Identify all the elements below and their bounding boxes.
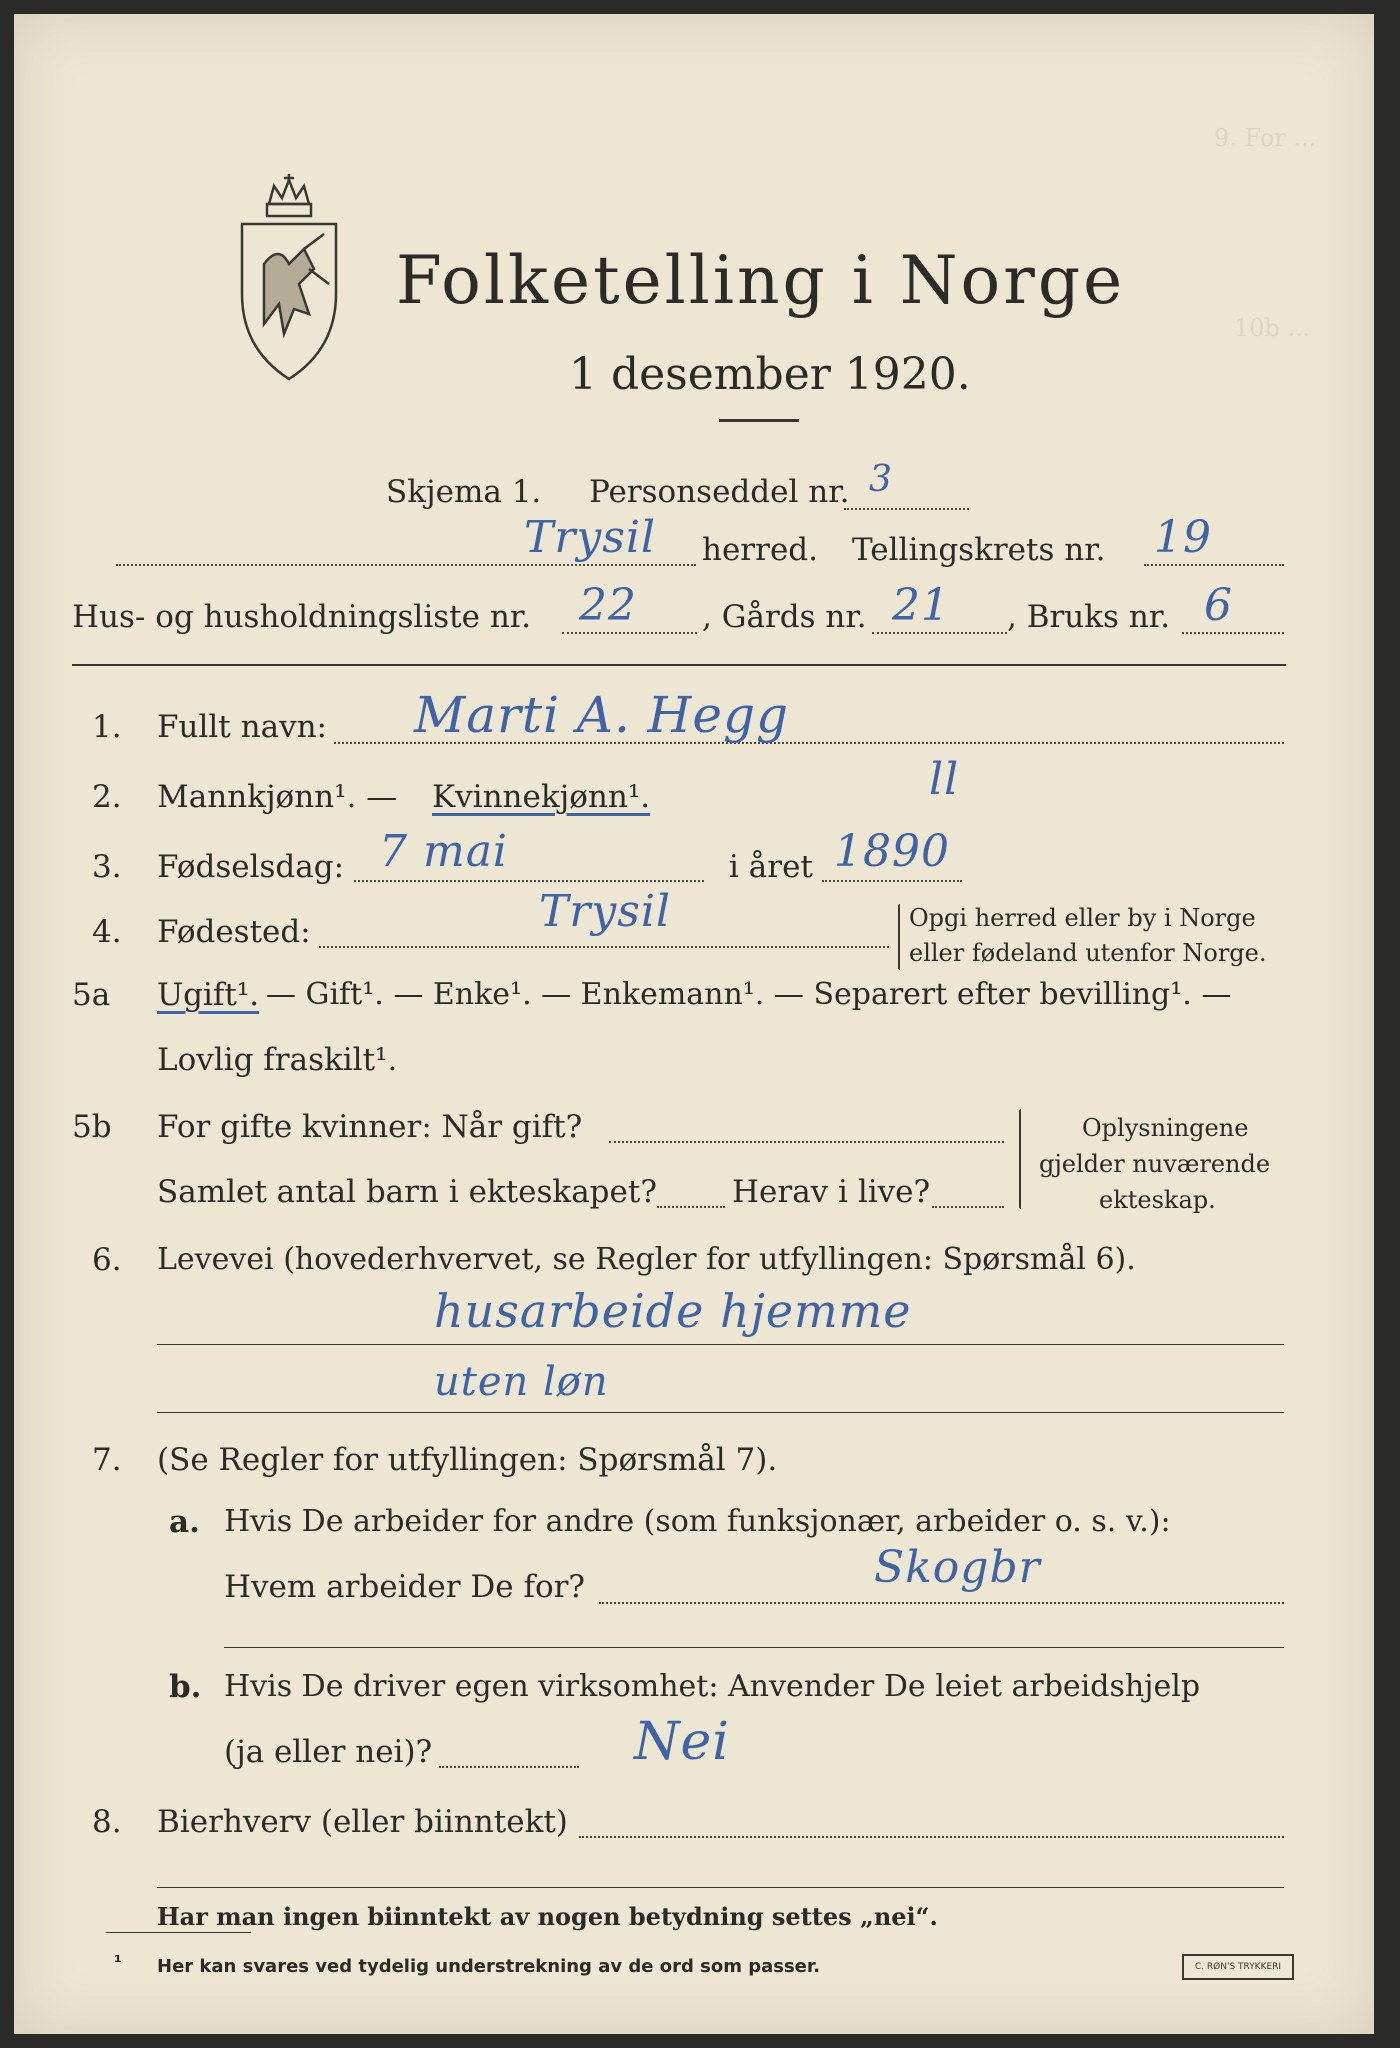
q5a-number: 5a xyxy=(72,977,111,1013)
q6-label: Levevei (hovederhvervet, se Regler for utfyllingen: Spørsmål 6). xyxy=(157,1242,1136,1277)
q7a-answer: Skogbr xyxy=(874,1542,1041,1593)
gards-answer: 21 xyxy=(892,580,950,631)
husliste-answer: 22 xyxy=(579,580,637,631)
header-divider xyxy=(72,664,1286,666)
q4-answer: Trysil xyxy=(539,886,671,937)
q7b-text: Hvis De driver egen virksomhet: Anvender De leiet arbeidshjelp xyxy=(224,1669,1201,1704)
q2-option-male: Mannkjønn¹. — xyxy=(157,779,398,815)
herred-answer: Trysil xyxy=(524,512,656,563)
bruks-line xyxy=(1182,632,1284,634)
gards-line xyxy=(872,632,1007,634)
personseddel-answer: 3 xyxy=(869,459,893,500)
census-date: 1 desember 1920. xyxy=(569,349,971,400)
q7-number: 7. xyxy=(92,1442,122,1478)
q6-line1 xyxy=(157,1344,1284,1345)
q3-label: Fødselsdag: xyxy=(157,849,345,885)
q8-line2 xyxy=(157,1887,1284,1888)
q7a-line xyxy=(599,1602,1284,1604)
q7b-question: (ja eller nei)? xyxy=(224,1734,433,1770)
q6-answer-line1: husarbeide hjemme xyxy=(434,1284,912,1338)
footnote-mark: ¹ xyxy=(114,1952,122,1973)
schema-label: Skjema 1. xyxy=(386,474,542,510)
q7b-line xyxy=(439,1766,579,1768)
tellingskrets-label: Tellingskrets nr. xyxy=(852,532,1106,568)
q7b-letter: b. xyxy=(169,1669,202,1705)
q3-answer-year: 1890 xyxy=(834,826,950,877)
q5a-option-ugift: Ugift¹. xyxy=(157,977,260,1013)
q8-number: 8. xyxy=(92,1804,122,1840)
q4-note-brace xyxy=(898,904,900,970)
bruks-label: , Bruks nr. xyxy=(1007,599,1171,635)
q3-day-line xyxy=(354,880,704,882)
bleed-through-text: 9. For ... xyxy=(1214,124,1317,152)
q8-line xyxy=(579,1836,1284,1838)
footer-note: Har man ingen biinntekt av nogen betydning settes „nei“. xyxy=(157,1902,938,1931)
q5b-children-total: Samlet antal barn i ekteskapet? xyxy=(157,1174,657,1210)
q7-label: (Se Regler for utfyllingen: Spørsmål 7). xyxy=(157,1442,778,1478)
q7a-question: Hvem arbeider De for? xyxy=(224,1569,586,1605)
q5a-option-fraskilt: Lovlig fraskilt¹. xyxy=(157,1042,398,1078)
tellingskrets-line xyxy=(1144,564,1284,566)
husliste-line xyxy=(562,632,697,634)
q7a-text: Hvis De arbeider for andre (som funksjonær, arbeider o. s. v.): xyxy=(224,1504,1171,1539)
printer-stamp: C. RØN'S TRYKKERI xyxy=(1182,1954,1294,1980)
norway-coat-of-arms-icon xyxy=(234,174,344,388)
q5a-options: — Gift¹. — Enke¹. — Enkemann¹. — Separert efter bevilling¹. — xyxy=(266,977,1232,1012)
q3-number: 3. xyxy=(92,849,122,885)
footnote-divider xyxy=(106,1932,251,1933)
q6-answer-line2: uten løn xyxy=(434,1359,609,1405)
q4-line xyxy=(319,946,889,948)
q5b-alive-line xyxy=(932,1206,1004,1208)
q5b-note-line1: Oplysningene xyxy=(1082,1114,1249,1142)
q5b-children-alive: Herav i live? xyxy=(732,1174,931,1210)
q6-line2 xyxy=(157,1412,1284,1413)
gards-label: , Gårds nr. xyxy=(702,599,867,635)
tellingskrets-answer: 19 xyxy=(1154,512,1212,563)
census-form-page xyxy=(14,14,1374,2034)
personseddel-label: Personseddel nr. xyxy=(589,474,850,510)
q3-year-line xyxy=(822,880,962,882)
q4-label: Fødested: xyxy=(157,914,311,950)
q8-label: Bierhverv (eller biinntekt) xyxy=(157,1804,568,1840)
q7a-letter: a. xyxy=(169,1504,200,1540)
q3-answer-day: 7 mai xyxy=(379,826,509,877)
q5b-when-married: For gifte kvinner: Når gift? xyxy=(157,1109,583,1145)
q4-note-line1: Opgi herred eller by i Norge xyxy=(909,904,1256,932)
q4-number: 4. xyxy=(92,914,122,950)
q1-number: 1. xyxy=(92,709,122,745)
personseddel-line xyxy=(844,508,969,510)
form-title: Folketelling i Norge xyxy=(396,242,1126,319)
q1-answer-name: Marti A. Hegg xyxy=(414,686,789,744)
herred-label: herred. xyxy=(702,532,818,568)
q3-year-label: i året xyxy=(729,849,813,885)
q5b-number: 5b xyxy=(72,1109,112,1145)
title-divider xyxy=(719,419,799,422)
q7a-line2 xyxy=(224,1647,1284,1648)
husliste-label: Hus- og husholdningsliste nr. xyxy=(72,599,532,635)
q2-option-female: Kvinnekjønn¹. xyxy=(432,779,651,815)
bruks-answer: 6 xyxy=(1204,580,1233,631)
q1-label: Fullt navn: xyxy=(157,709,327,745)
q5b-note-brace xyxy=(1019,1109,1021,1209)
footnote-text: Her kan svares ved tydelig understrekning av de ord som passer. xyxy=(157,1956,821,1977)
q5b-when-line xyxy=(609,1141,1004,1143)
q4-note-line2: eller fødeland utenfor Norge. xyxy=(909,939,1267,967)
q6-number: 6. xyxy=(92,1242,122,1278)
q5b-note-line2: gjelder nuværende xyxy=(1039,1150,1271,1178)
q2-answer-mark: ll xyxy=(929,754,960,805)
q5b-children-line xyxy=(657,1206,725,1208)
herred-line xyxy=(116,564,696,566)
q7b-answer: Nei xyxy=(634,1712,730,1772)
bleed-through-text: 10b ... xyxy=(1234,314,1311,342)
q5b-note-line3: ekteskap. xyxy=(1099,1186,1216,1214)
q2-number: 2. xyxy=(92,779,122,815)
